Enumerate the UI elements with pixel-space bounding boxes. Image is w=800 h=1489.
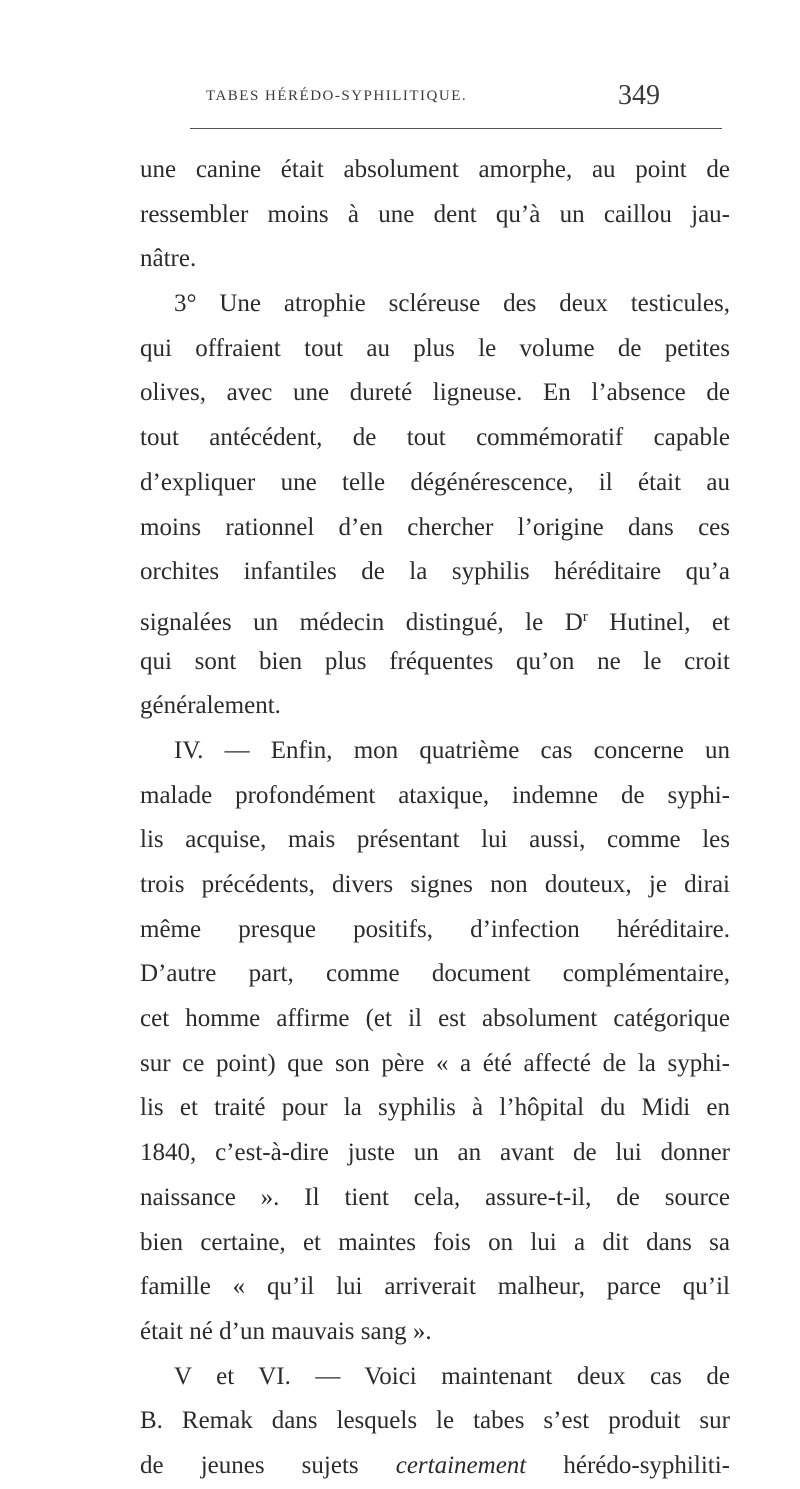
text-line: 1840, c’est-à-dire juste un an avant de lui donner (140, 1139, 730, 1167)
text-line: une canine était absolument amorphe, au point de (140, 156, 730, 183)
text-line: trois précédents, divers signes non douteux, je dirai (140, 871, 730, 898)
text-line: moins rationnel d’en chercher l’origine dans ces (140, 513, 730, 541)
text-fragment: hérédo-syphiliti- (526, 1451, 730, 1479)
text-line: famille « qu’il lui arriverait malheur, parce qu’il (140, 1273, 730, 1301)
text-line: qui sont bien plus fréquentes qu’on ne le croit (140, 647, 730, 675)
page-header (140, 80, 660, 120)
header-rule (190, 128, 722, 129)
text-line: généralement. (140, 692, 281, 720)
text-line: cet homme affirme (et il est absolument catégorique (140, 1005, 730, 1033)
text-line: lis acquise, mais présentant lui aussi, comme les (140, 826, 730, 854)
text-line: qui offraient tout au plus le volume de petites (140, 334, 730, 362)
page-number: 349 (618, 80, 660, 111)
text-line: était né d’un mauvais sang ». (140, 1317, 432, 1345)
text-fragment: signalées un médecin distingué, le D (140, 608, 583, 636)
body-text (140, 148, 730, 1489)
running-head: TABES HÉRÉDO-SYPHILITIQUE. (206, 88, 468, 104)
text-line: malade profondément ataxique, indemne de syphi- (140, 781, 730, 809)
text-line: orchites infantiles de la syphilis héréditaire qu’a (140, 558, 730, 586)
text-fragment: de jeunes sujets (140, 1451, 396, 1479)
text-fragment: Hutinel, et (587, 608, 730, 636)
text-line: V et VI. — Voici maintenant deux cas de (174, 1362, 730, 1390)
text-line: IV. — Enfin, mon quatrième cas concerne un (174, 736, 730, 764)
text-line: même presque positifs, d’infection héréditaire. (140, 915, 730, 943)
text-line: lis et traité pour la syphilis à l’hôpital du Midi en (140, 1094, 730, 1122)
text-line (140, 1444, 730, 1489)
text-line: D’autre part, comme document complémentaire, (140, 960, 730, 988)
text-line (140, 595, 730, 640)
text-line: tout antécédent, de tout commémoratif capable (140, 424, 730, 452)
superscript: r (582, 608, 588, 625)
text-line: olives, avec une dureté ligneuse. En l’absence de (140, 379, 730, 407)
text-line: d’expliquer une telle dégénérescence, il était au (140, 468, 730, 496)
text-line: naissance ». Il tient cela, assure-t-il, de source (140, 1183, 730, 1211)
text-line: 3° Une atrophie scléreuse des deux testicules, (174, 290, 730, 318)
text-line: nâtre. (140, 245, 197, 273)
text-line: bien certaine, et maintes fois on lui a dit dans sa (140, 1228, 730, 1256)
text-line: B. Remak dans lesquels le tabes s’est produit sur (140, 1407, 730, 1435)
italic-text: certainement (395, 1451, 527, 1479)
text-line: ressembler moins à une dent qu’à un caillou jau- (140, 200, 730, 228)
text-line: sur ce point) que son père « a été affecté de la syphi- (140, 1049, 730, 1077)
